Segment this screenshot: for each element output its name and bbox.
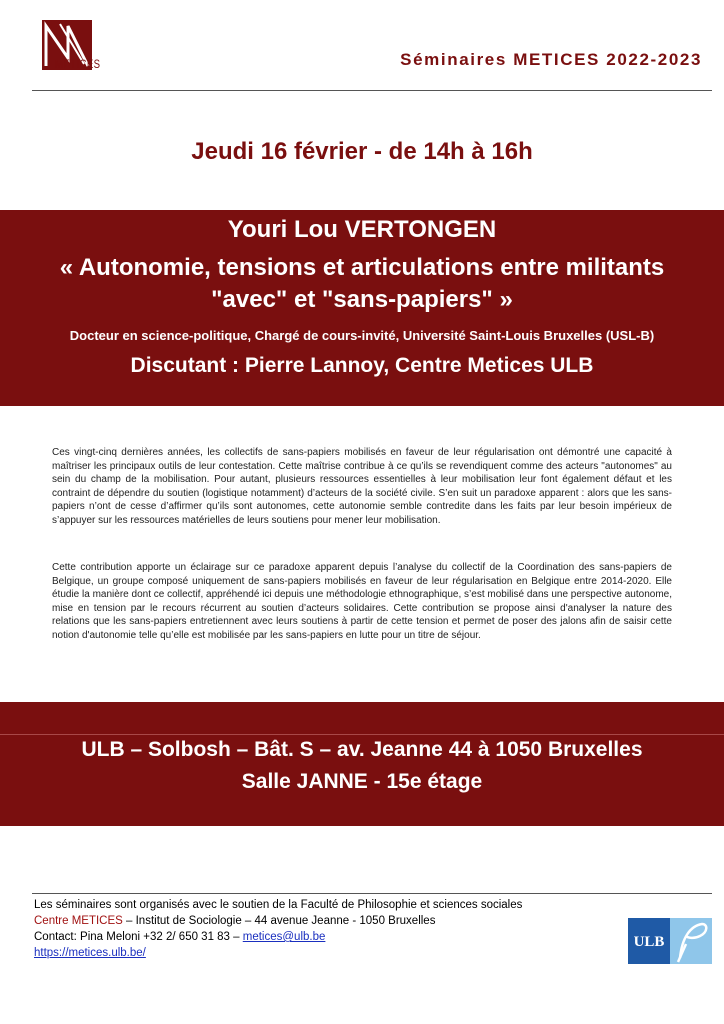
logo-text: METICES	[55, 57, 101, 71]
discussant: Discutant : Pierre Lannoy, Centre Metices ULB	[130, 354, 594, 377]
footer-divider	[32, 893, 712, 894]
ulb-logo-text: ULB	[633, 934, 665, 950]
location-room: Salle JANNE - 15e étage	[241, 770, 483, 793]
header-divider	[32, 90, 712, 91]
abstract-paragraph-2: Cette contribution apporte un éclairage sur ce paradoxe apparent depuis l’analyse du collectif de la Coordination des sans-papiers de Belgique, un groupe composé uniquement de sans-papiers mobilisés en faveur de leur régularisation en Belgique entre 2014-2020. Elle étudie la manière dont ce collectif, appréhendé ici depuis une méthodologie ethnographique, s’est mobilisé dans une perspective autonome, mise en tension par le recours récurrent au soutien d’acteurs solidaires. Cette contribution se propose ainsi d'analyser la nature des relations que les sans-papiers entretiennent avec leurs soutiens à partir de cette tension et permet de poser des jalons afin de saisir cette notion d'autonomie telle qu’elle est mobilisée par les sans-papiers en lutte pour un titre de séjour.	[52, 562, 672, 641]
centre-address: – Institut de Sociologie – 44 avenue Jeanne - 1050 Bruxelles	[122, 915, 436, 927]
speaker-name: Youri Lou VERTONGEN	[227, 216, 497, 243]
seminar-series-title: Séminaires METICES 2022-2023	[400, 50, 702, 69]
website-line	[34, 946, 146, 962]
ulb-logo	[628, 918, 712, 964]
location-band	[0, 702, 724, 826]
contact-line	[34, 930, 325, 946]
website-link[interactable]: https://metices.ulb.be/	[34, 947, 146, 959]
email-link[interactable]: metices@ulb.be	[242, 931, 326, 943]
centre-name: Centre METICES	[34, 915, 123, 927]
centre-line	[34, 914, 435, 930]
talk-title-line1: « Autonomie, tensions et articulations entre militants	[59, 254, 665, 281]
abstract-paragraph-1: Ces vingt-cinq dernières années, les collectifs de sans-papiers mobilisés en faveur de leur régularisation ont démontré une capacité à maîtriser les principaux outils de leur contestation. Cette maîtrise contribue à ce qu’ils se revendiquent comme des acteurs "autonomes" au sein du champ de la mobilisation. Pour autant, plusieurs ressources essentielles à leur mobilisation leur font également défaut et les contraint de dépendre du soutien (logistique notamment) d’acteurs de la société civile. S’en suit un paradoxe apparent : alors que les sans-papiers n’ont de cesse d’affirmer qu’ils sont autonomes, cette autonomie semble contredite dans les faits par leur besoin impérieux de s’appuyer sur les ressources matérielles de leurs soutiens pour mener leur mobilisation.	[52, 447, 672, 526]
location-address: ULB – Solbosh – Bât. S – av. Jeanne 44 à 1050 Bruxelles	[81, 738, 643, 761]
speaker-affiliation: Docteur en science-politique, Chargé de cours-invité, Université Saint-Louis Bruxelles (USL-B)	[69, 328, 655, 343]
band-divider	[0, 734, 724, 735]
contact-text: Contact: Pina Meloni +32 2/ 650 31 83 –	[34, 931, 243, 943]
support-note: Les séminaires sont organisés avec le soutien de la Faculté de Philosophie et sciences sociales	[34, 899, 523, 911]
title-band	[0, 210, 724, 406]
event-date: Jeudi 16 février - de 14h à 16h	[191, 138, 533, 165]
talk-title-line2: "avec" et "sans-papiers" »	[211, 286, 513, 313]
